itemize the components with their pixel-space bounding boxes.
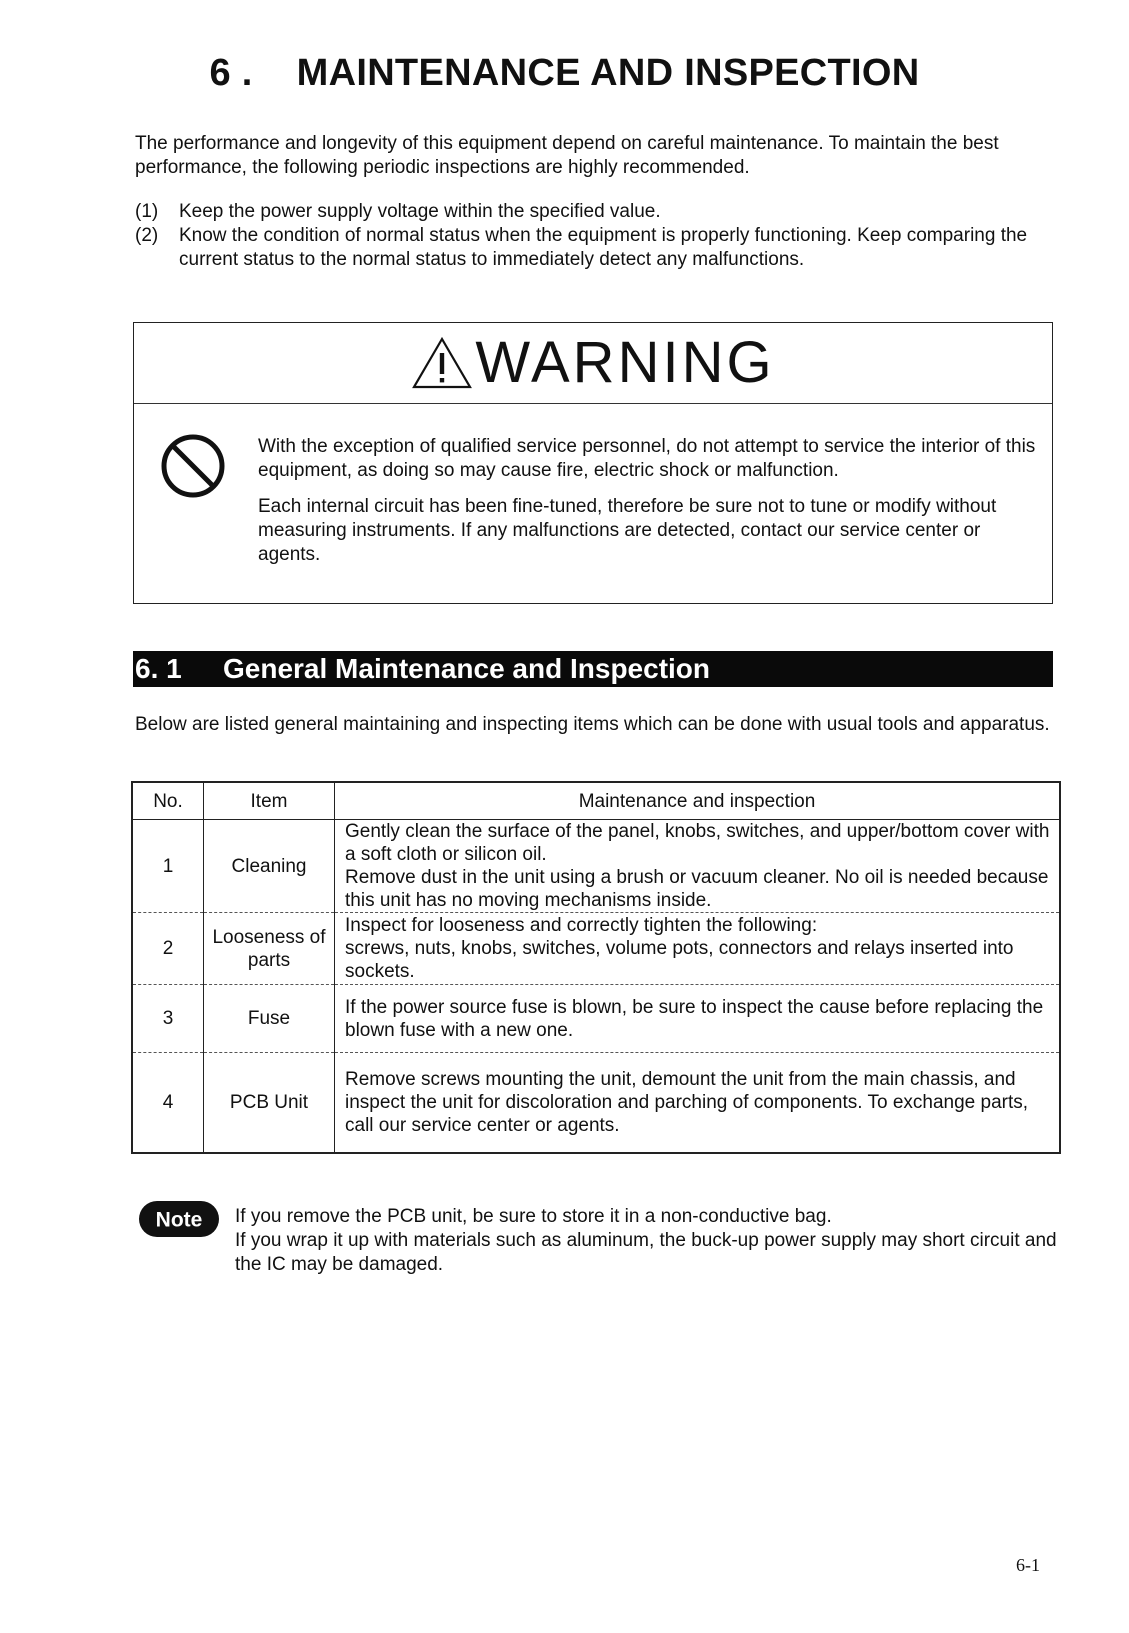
row-description [335,1053,1061,1153]
note-line: If you remove the PCB unit, be sure to store it in a non-conductive bag. [235,1206,832,1227]
list-marker: (1) [135,201,159,222]
note-text [235,1205,1065,1277]
row-item: Fuse [204,985,335,1053]
description-line: Inspect for looseness and correctly tighten the following: [345,915,818,936]
description-line: screws, nuts, knobs, switches, volume pots, connectors and relays inserted into sockets. [345,938,1014,982]
table-row [132,985,1060,1053]
section-title: General Maintenance and Inspection [223,653,711,684]
row-number: 3 [132,985,204,1053]
row-description [335,913,1061,985]
row-number: 4 [132,1053,204,1153]
table-header-row [132,782,1060,820]
list-marker: (2) [135,225,159,246]
table-row [132,820,1060,913]
intro-paragraph: The performance and longevity of this equipment depend on careful maintenance. To maintain the best performance, the following periodic inspections are highly recommended. [135,133,999,178]
page-number: 6-1 [1016,1555,1040,1575]
recommendation-list [135,200,1055,272]
chapter-title: MAINTENANCE AND INSPECTION [296,52,920,94]
note-badge-icon [138,1200,220,1238]
column-header-no: No. [132,782,204,820]
table-row [132,1053,1060,1153]
warning-paragraph: With the exception of qualified service personnel, do not attempt to service the interior of this equipment, as doing so may cause fire, electric shock or malfunction. [258,436,1036,481]
list-item [135,224,1055,272]
list-text: Keep the power supply voltage within the specified value. [179,201,661,222]
row-description [335,985,1061,1053]
warning-box [133,322,1053,604]
row-item: Looseness of parts [204,913,335,985]
chapter-number: 6 . [209,52,253,94]
prohibition-icon [160,433,226,499]
description-line: If the power source fuse is blown, be sure to inspect the cause before replacing the blown fuse with a new one. [345,996,1044,1041]
list-text: Know the condition of normal status when the equipment is properly functioning. Keep comparing the current status to the normal status to immediately detect any malfunctions. [179,225,1028,270]
section-heading [133,651,1053,687]
warning-paragraph: Each internal circuit has been fine-tuned, therefore be sure not to tune or modify without measuring instruments. If any malfunctions are detected, contact our service center or agents. [258,496,997,565]
description-line: Remove screws mounting the unit, demount the unit from the main chassis, and inspect the unit for discoloration and parching of components. To exchange parts, call our service center or agents. [345,1068,1029,1136]
warning-text [258,435,1038,579]
note-line: If you wrap it up with materials such as aluminum, the buck-up power supply may short circuit and the IC may be damaged. [235,1230,1057,1275]
section-intro: Below are listed general maintaining and inspecting items which can be done with usual tools and apparatus. [135,714,1050,735]
row-item: Cleaning [204,820,335,913]
row-number: 2 [132,913,204,985]
note-badge-label: Note [155,1208,203,1232]
warning-triangle-icon [411,336,473,390]
page-title [0,52,1129,95]
description-line: Gently clean the surface of the panel, knobs, switches, and upper/bottom cover with a soft cloth or silicon oil. [345,821,1050,865]
column-header-maintenance: Maintenance and inspection [335,782,1061,820]
list-item [135,200,1055,224]
table-row [132,913,1060,985]
description-line: Remove dust in the unit using a brush or vacuum cleaner. No oil is needed because this unit has no moving mechanisms inside. [345,867,1049,911]
row-item: PCB Unit [204,1053,335,1153]
section-number: 6. 1 [135,653,182,684]
row-number: 1 [132,820,204,913]
warning-label: WARNING [475,330,775,395]
maintenance-table [131,781,1061,1154]
row-description [335,820,1061,913]
warning-header [134,323,1052,404]
column-header-item: Item [204,782,335,820]
